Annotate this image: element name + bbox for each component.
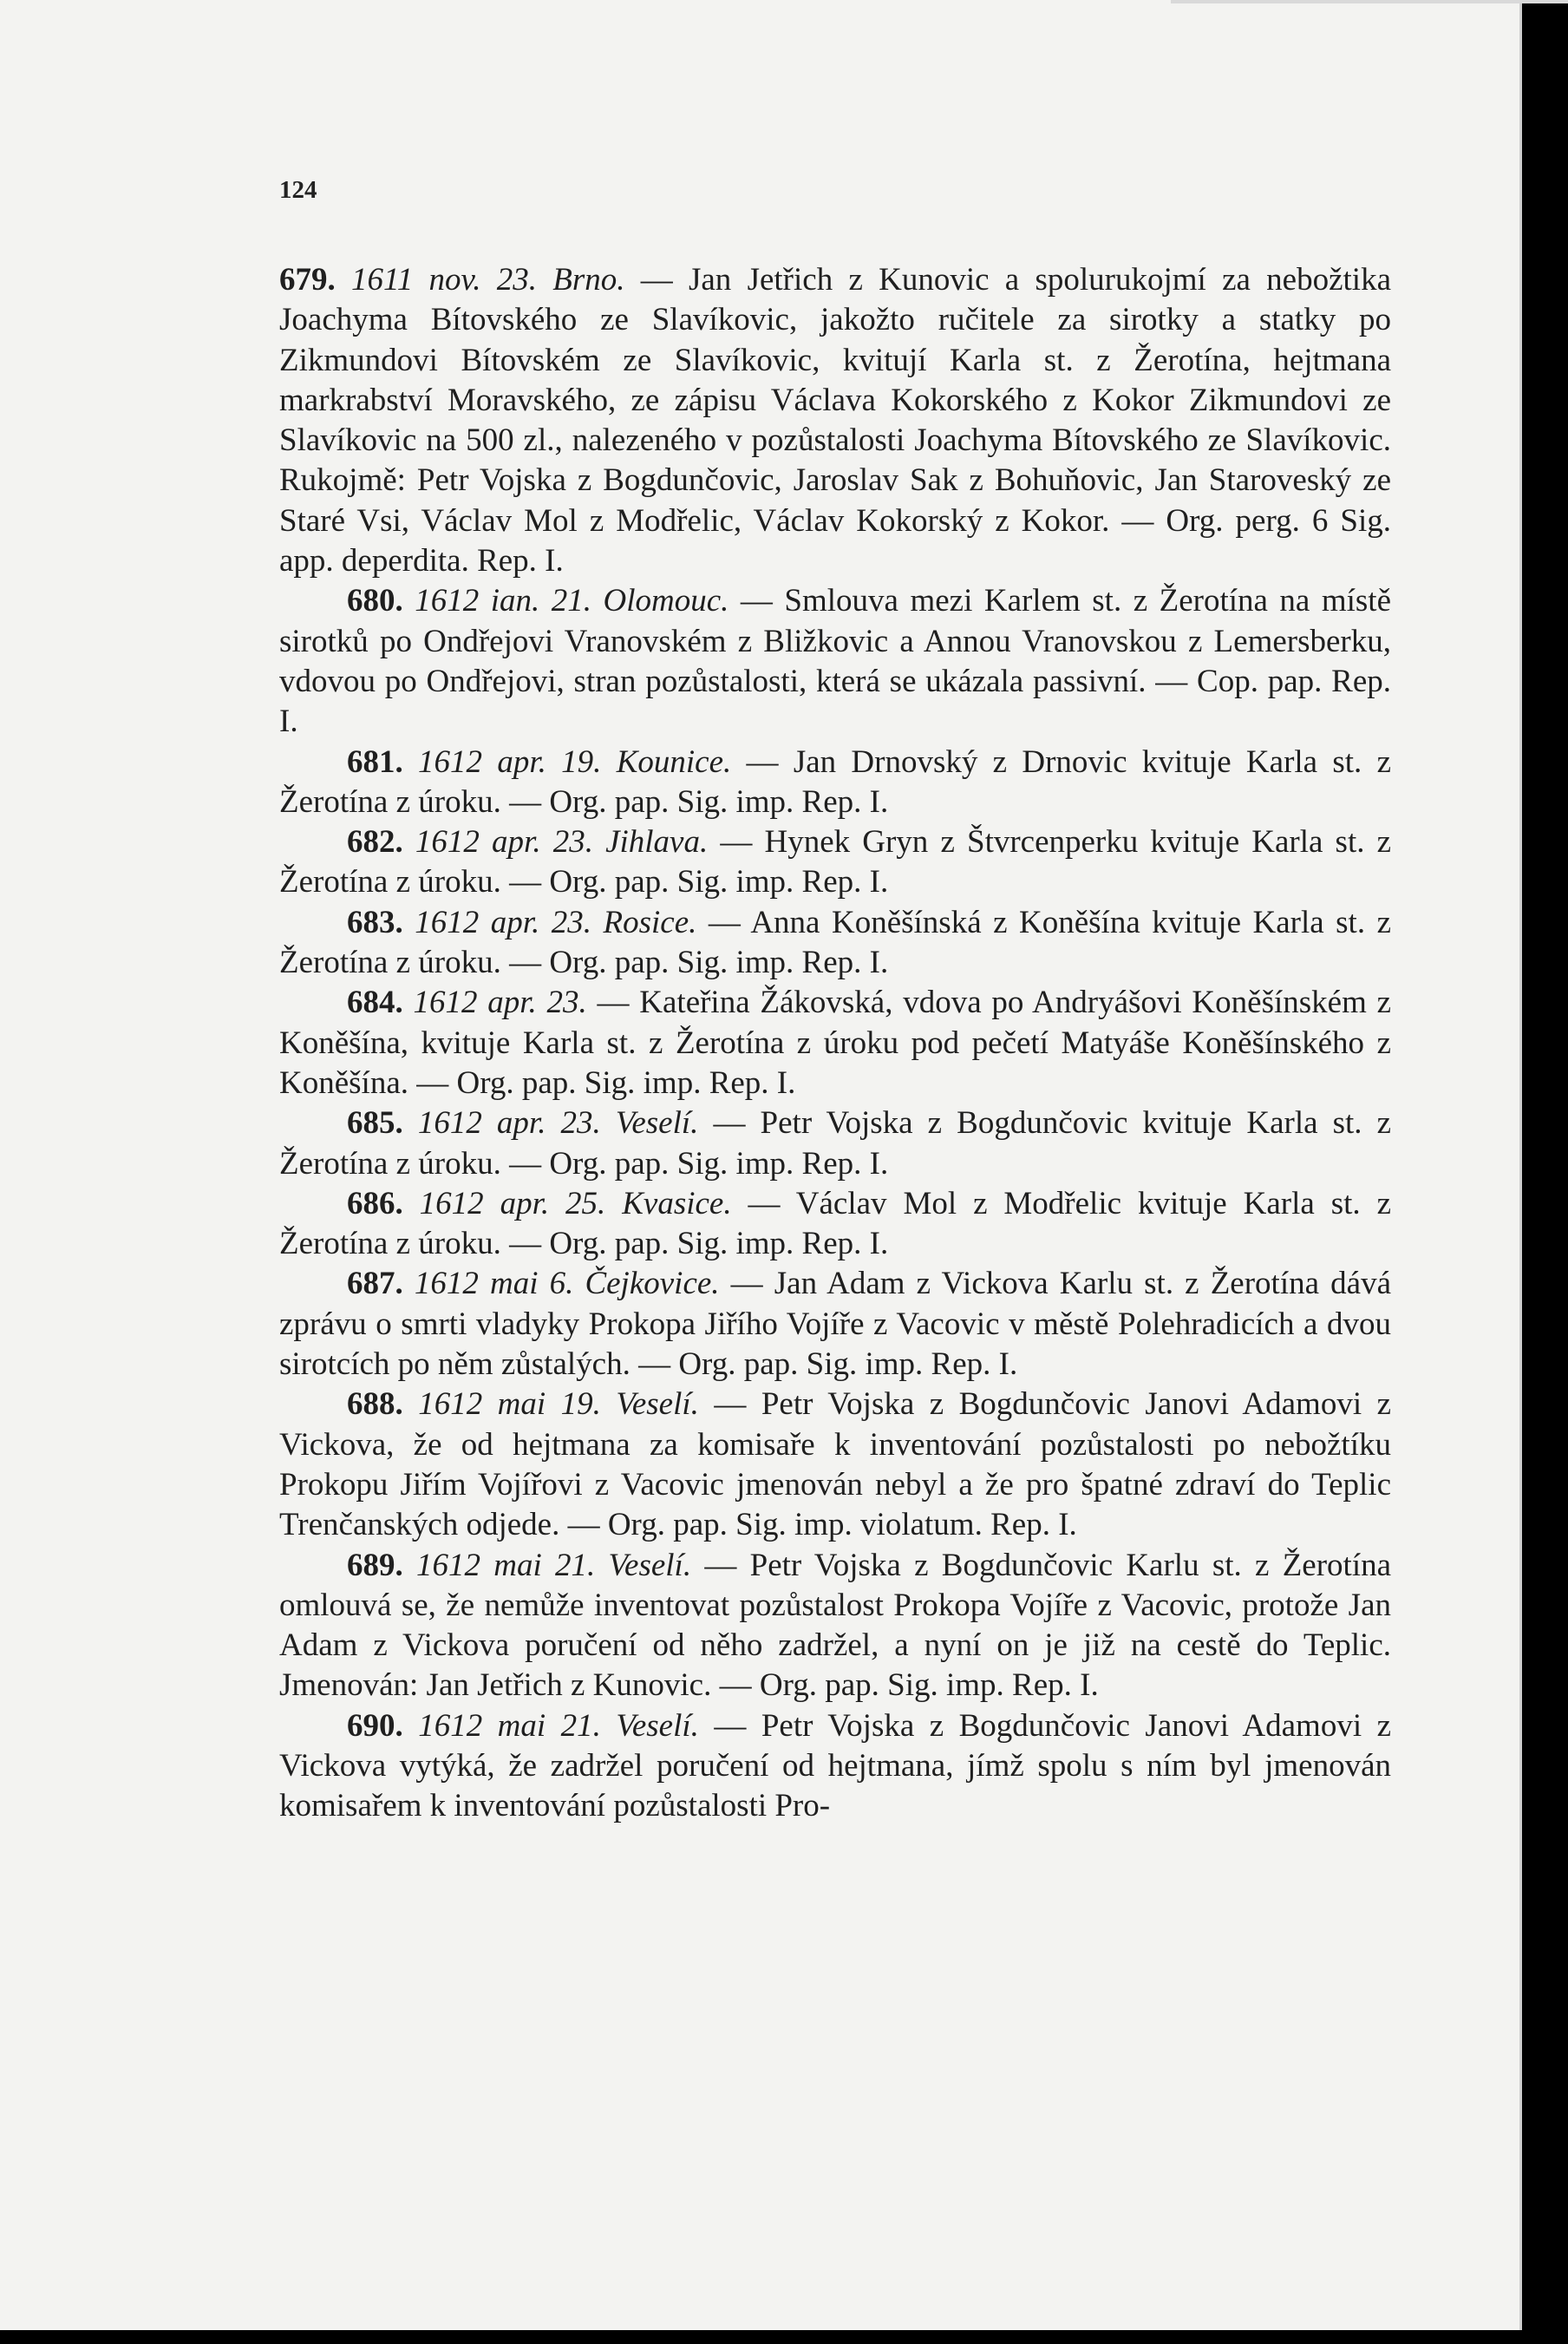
entry-text: — Anna Koněšínská z Koněšína kvituje Karla st. z Žerotína z úroku. — Org. pap. Sig. imp. Rep. I. (279, 904, 1391, 981)
entry-690 (279, 1706, 1391, 1827)
entries-text (279, 260, 1391, 1827)
entry-text: — Kateřina Žákovská, vdova po Andryášovi Koněšínském z Koněšína, kvituje Karla st. z Žerotína z úroku pod pečetí Matyáše Koněšínského z Koněšína. — Org. pap. Sig. imp. Rep. I. (279, 985, 1392, 1101)
entry-text: — Jan Drnovský z Drnovic kvituje Karla st. z Žerotína z úroku. — Org. pap. Sig. imp. Rep. I. (279, 743, 1392, 820)
entry-text: — Petr Vojska z Bogdunčovic Janovi Adamovi z Vickova, že od hejtmana za komisaře k inventování pozůstalosti po nebožtíku Prokopu Jiřím Vojířovi z Vacovic jmenován nebyl a že pro špatné zdraví do Teplic Trenčanských odjede. — Org. pap. Sig. imp. violatum. Rep. I. (279, 1386, 1391, 1543)
entry-text: — Jan Adam z Vickova Karlu st. z Žerotína dává zprávu o smrti vladyky Prokopa Jiřího Vojíře z Vacovic v městě Polehradicích a dvou sirotcích po něm zůstalých. — Org. pap. Sig. imp. Rep. I. (279, 1266, 1391, 1383)
entry-number: 690. (347, 1707, 403, 1744)
entry-date: 1612 ian. 21. Olomouc. (415, 583, 729, 619)
entry-date: 1612 apr. 23. (413, 985, 587, 1021)
entry-text: — Smlouva mezi Karlem st. z Žerotína na místě sirotků po Ondřejovi Vranovském z Bližkovic a Annou Vranovskou z Lemersberku, vdovou po Ondřejovi, stran pozůstalosti, která se ukázala passivní. — Cop. pap. Rep. I. (279, 583, 1392, 740)
entry-date: 1612 apr. 23. Jihlava. (415, 824, 709, 861)
entry-684 (279, 983, 1391, 1103)
entry-number: 689. (347, 1547, 403, 1583)
entry-date: 1612 mai 6. Čejkovice. (414, 1266, 720, 1302)
entry-687 (279, 1264, 1391, 1385)
entry-number: 679. (279, 262, 336, 298)
top-edge-line (1171, 0, 1568, 3)
entry-number: 684. (347, 985, 403, 1021)
entry-number: 687. (347, 1266, 403, 1302)
entry-number: 685. (347, 1105, 403, 1142)
entry-686 (279, 1184, 1391, 1265)
entry-679 (279, 260, 1391, 581)
entry-number: 681. (347, 743, 403, 780)
entry-680 (279, 581, 1391, 742)
entry-688 (279, 1385, 1391, 1545)
entry-date: 1612 mai 19. Veselí. (418, 1386, 699, 1423)
entry-number: 682. (347, 824, 403, 861)
entry-681 (279, 743, 1391, 823)
entry-text: — Jan Jetřich z Kunovic a spolurukojmí za nebožtika Joachyma Bítovského ze Slavíkovic, jakožto ručitele za sirotky a statky po Zikmundovi Bítovském ze Slavíkovic, kvitují Karla st. z Žerotína, hejtmana markrabství Moravského, ze zápisu Václava Kokorského z Kokor Zikmundovi ze Slavíkovic na 500 zl., nalezeného v pozůstalosti Joachyma Bítovského ze Slavíkovic. Rukojmě: Petr Vojska z Bogdunčovic, Jaroslav Sak z Bohuňovic, Jan Staroveský ze Staré Vsi, Václav Mol z Modřelic, Václav Kokorský z Kokor. — Org. perg. 6 Sig. app. deperdita. Rep. I. (279, 262, 1392, 579)
entry-number: 686. (347, 1185, 403, 1221)
entry-date: 1612 apr. 19. Kounice. (418, 743, 732, 780)
entry-date: 1612 apr. 25. Kvasice. (419, 1185, 732, 1221)
entry-text: — Petr Vojska z Bogdunčovic Janovi Adamovi z Vickova vytýká, že zadržel poručení od hejtmana, jímž spolu s ním byl jmenován komisařem k inventování pozůstalosti Pro- (279, 1707, 1391, 1824)
entry-date: 1612 mai 21. Veselí. (418, 1707, 699, 1744)
entry-text: — Václav Mol z Modřelic kvituje Karla st. z Žerotína z úroku. — Org. pap. Sig. imp. Rep. I. (279, 1185, 1391, 1262)
entry-date: 1611 nov. 23. Brno. (351, 262, 625, 298)
entry-date: 1612 mai 21. Veselí. (416, 1547, 692, 1583)
entry-683 (279, 903, 1391, 984)
entry-date: 1612 apr. 23. Rosice. (415, 904, 697, 940)
entry-number: 688. (347, 1386, 403, 1423)
entry-number: 680. (347, 583, 403, 619)
entry-text: — Petr Vojska z Bogdunčovic kvituje Karla st. z Žerotína z úroku. — Org. pap. Sig. imp. Rep. I. (279, 1105, 1392, 1182)
entry-682 (279, 822, 1391, 903)
entry-number: 683. (347, 904, 403, 940)
page-number: 124 (279, 176, 317, 204)
entry-689 (279, 1546, 1391, 1706)
entry-date: 1612 apr. 23. Veselí. (417, 1105, 699, 1142)
entry-685 (279, 1103, 1391, 1184)
entry-text: — Petr Vojska z Bogdunčovic Karlu st. z Žerotína omlouvá se, že nemůže inventovat pozůstalost Prokopa Vojíře z Vacovic, protože Jan Adam z Vickova poručení od něho zadržel, a nyní on je již na cestě do Teplic. Jmenován: Jan Jetřich z Kunovic. — Org. pap. Sig. imp. Rep. I. (279, 1547, 1392, 1704)
entry-text: — Hynek Gryn z Štvrcenperku kvituje Karla st. z Žerotína z úroku. — Org. pap. Sig. imp. Rep. I. (279, 824, 1392, 900)
